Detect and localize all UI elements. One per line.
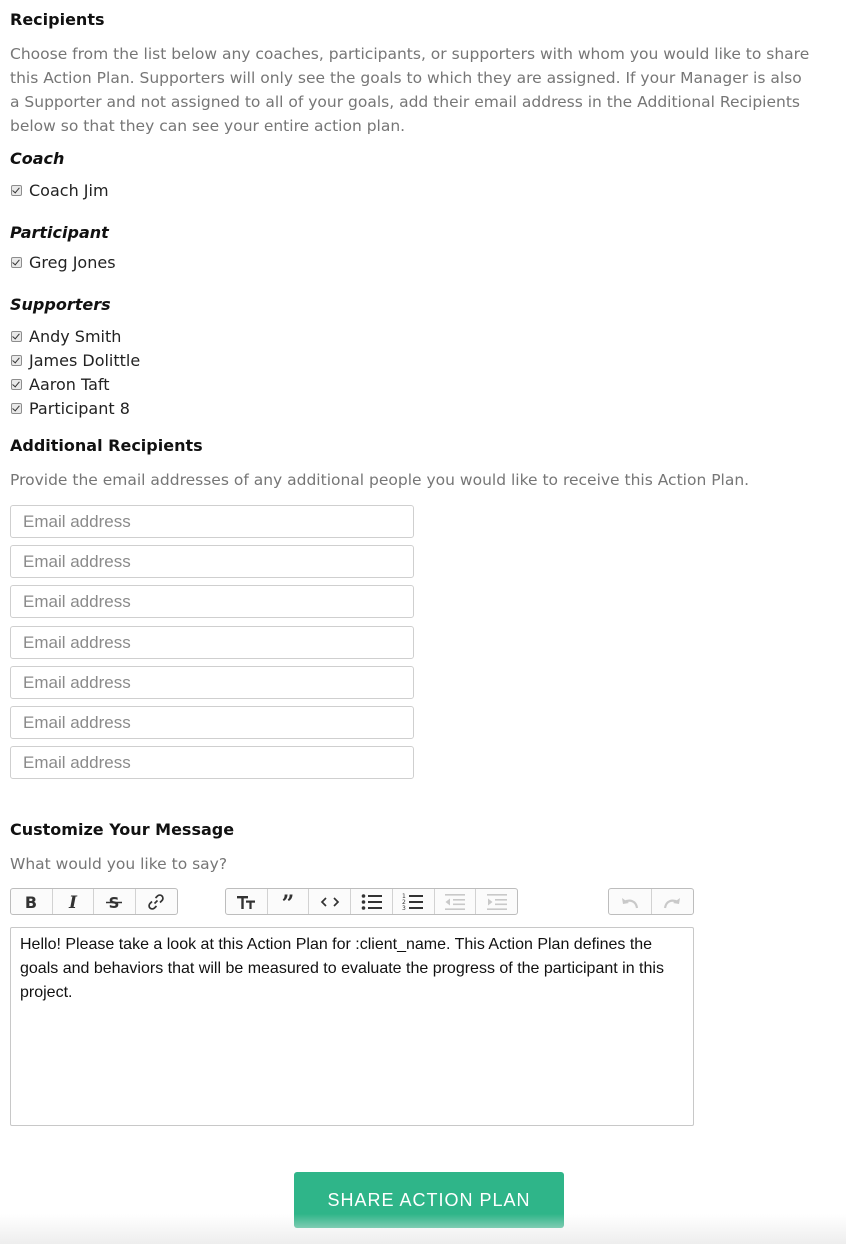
email-field-7[interactable] — [10, 746, 414, 779]
recipient-checkbox-james-dolittle[interactable] — [10, 348, 140, 372]
code-button[interactable] — [309, 889, 351, 914]
undo-button[interactable] — [609, 889, 652, 914]
email-field-2[interactable] — [10, 545, 414, 578]
outdent-button[interactable] — [435, 889, 477, 914]
recipient-name: Greg Jones — [29, 252, 116, 272]
checkbox[interactable] — [11, 355, 22, 366]
bullet-list-icon — [361, 893, 383, 911]
recipient-checkbox-coach-jim[interactable] — [10, 178, 109, 202]
numbered-list-icon — [402, 893, 424, 911]
redo-icon — [661, 894, 683, 910]
customize-message-heading: Customize Your Message — [10, 820, 235, 839]
email-field-3[interactable] — [10, 585, 414, 618]
participant-group-label: Participant — [10, 223, 109, 242]
message-editor[interactable]: Hello! Please take a look at this Action Plan for :client_name. This Action Plan defines the goals and behaviors that will be measured to evaluate the progress of the participant in this project. — [10, 927, 694, 1126]
email-field-4[interactable] — [10, 626, 414, 659]
redo-button[interactable] — [652, 889, 694, 914]
recipient-checkbox-aaron-taft[interactable] — [10, 372, 110, 396]
recipient-name: James Dolittle — [29, 350, 141, 370]
email-field-1[interactable] — [10, 505, 414, 538]
message-prompt: What would you like to say? — [10, 855, 228, 873]
indent-icon — [486, 893, 508, 911]
checkbox[interactable] — [11, 331, 22, 342]
heading-button[interactable] — [226, 889, 268, 914]
recipient-checkbox-greg-jones[interactable] — [10, 250, 116, 274]
block-format-toolbar — [225, 888, 518, 915]
strikethrough-button[interactable] — [94, 889, 136, 914]
svg-text:”: ” — [281, 893, 295, 910]
quote-button[interactable] — [268, 889, 310, 914]
coach-group-label: Coach — [10, 149, 65, 168]
italic-icon — [65, 894, 81, 910]
recipient-checkbox-participant-8[interactable] — [10, 396, 130, 420]
checkbox[interactable] — [11, 403, 22, 414]
text-format-toolbar — [10, 888, 178, 915]
recipient-checkbox-andy-smith[interactable] — [10, 324, 121, 348]
recipient-name: Coach Jim — [29, 180, 109, 200]
svg-text:1: 1 — [402, 892, 407, 900]
bold-button[interactable] — [11, 889, 53, 914]
link-button[interactable] — [136, 889, 177, 914]
svg-text:B: B — [25, 893, 38, 910]
link-icon — [147, 893, 165, 911]
italic-button[interactable] — [53, 889, 95, 914]
indent-button[interactable] — [476, 889, 517, 914]
history-toolbar — [608, 888, 694, 915]
outdent-icon — [444, 893, 466, 911]
undo-icon — [619, 894, 641, 910]
recipients-heading: Recipients — [10, 10, 105, 29]
bullet-list-button[interactable] — [351, 889, 393, 914]
heading-icon — [236, 894, 256, 910]
svg-text:2: 2 — [402, 898, 407, 906]
numbered-list-button[interactable] — [393, 889, 435, 914]
bold-icon — [23, 894, 39, 910]
recipient-name: Aaron Taft — [29, 374, 110, 394]
checkbox[interactable] — [11, 185, 22, 196]
code-icon — [320, 895, 340, 909]
additional-recipients-heading: Additional Recipients — [10, 436, 203, 455]
supporters-group-label: Supporters — [10, 295, 111, 314]
svg-text:S: S — [108, 893, 120, 910]
additional-recipients-description: Provide the email addresses of any additional people you would like to receive this Action Plan. — [10, 471, 750, 489]
email-field-6[interactable] — [10, 706, 414, 739]
recipient-name: Andy Smith — [29, 326, 122, 346]
recipient-name: Participant 8 — [29, 398, 130, 418]
checkbox[interactable] — [11, 257, 22, 268]
checkbox[interactable] — [11, 379, 22, 390]
email-field-5[interactable] — [10, 666, 414, 699]
share-action-plan-button[interactable]: SHARE ACTION PLAN — [294, 1172, 564, 1228]
recipients-description: Choose from the list below any coaches, participants, or supporters with whom you would like to share this Action Plan. Supporters will only see the goals to which they are assigned. If your Manager is also a Supporter and not assigned to all of your goals, add their email address in the Additional Recipients below so that they can see your entire action plan. — [10, 45, 810, 135]
svg-text:I: I — [68, 893, 77, 910]
strikethrough-icon — [105, 894, 123, 910]
svg-text:3: 3 — [402, 904, 407, 911]
quote-icon — [279, 894, 297, 910]
